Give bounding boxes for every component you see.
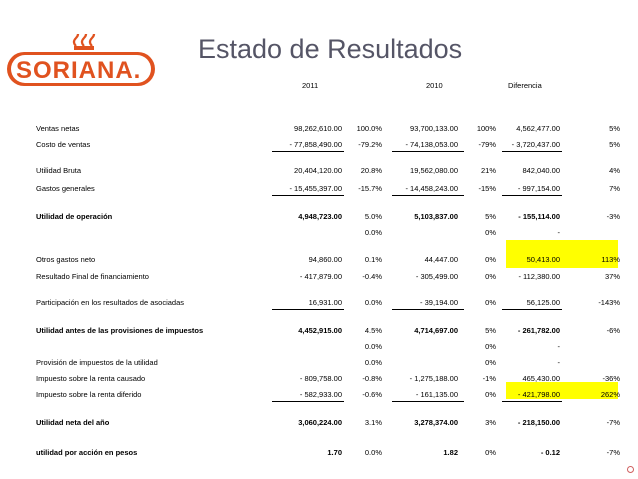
table-row [36, 226, 620, 240]
cell-pd: -36% [602, 374, 620, 383]
cell-pd: 4% [609, 166, 620, 175]
table-row [36, 296, 620, 310]
row-label: Utilidad Bruta [36, 166, 82, 175]
cell-pd: 113% [601, 255, 620, 264]
cell-v2: 4,714,697.00 [414, 326, 458, 335]
cell-p1: -79.2% [358, 140, 382, 149]
cell-p1: 100.0% [356, 124, 382, 133]
table-row [36, 253, 620, 267]
row-label: Otros gastos neto [36, 255, 96, 264]
underline-diff [502, 401, 562, 402]
page-title: Estado de Resultados [198, 34, 463, 64]
table-row [36, 340, 620, 354]
underline-2011 [272, 401, 344, 402]
cell-vd: - [557, 342, 560, 351]
cell-v2: - 161,135.00 [415, 390, 458, 399]
cell-p2: 5% [485, 326, 496, 335]
table-row [36, 210, 620, 224]
table-row [36, 164, 620, 178]
cell-vd: - 261,782.00 [517, 326, 560, 335]
table-row [36, 138, 620, 152]
cell-p1: -0.8% [362, 374, 382, 383]
cell-p2: 5% [485, 212, 496, 221]
slide-indicator [627, 466, 634, 473]
cell-v2: - 39,194.00 [420, 298, 458, 307]
cell-v1: 16,931.00 [308, 298, 342, 307]
underline-2011 [272, 151, 344, 152]
row-label: Provisión de impuestos de la utilidad [36, 358, 158, 367]
table-row [36, 372, 620, 386]
table-row [36, 388, 620, 402]
table-row [36, 324, 620, 338]
cell-pd: 7% [609, 184, 620, 193]
table-row [36, 416, 620, 430]
underline-2010 [392, 401, 464, 402]
cell-vd: - 155,114.00 [518, 212, 560, 221]
cell-p2: 0% [485, 358, 496, 367]
cell-v1: - 417,879.00 [299, 272, 342, 281]
row-label: Utilidad antes de las provisiones de impuestos [36, 326, 204, 335]
underline-diff [502, 151, 562, 152]
cell-vd: - 112,380.00 [518, 272, 560, 281]
cell-p1: 20.8% [360, 166, 382, 175]
cell-vd: - 218,150.00 [517, 418, 560, 427]
column-header-2010: 2010 [426, 81, 443, 90]
cell-p2: -1% [482, 374, 496, 383]
cell-p2: 100% [476, 124, 496, 133]
cell-vd: - 997,154.00 [517, 184, 560, 193]
cell-vd: 50,413.00 [526, 255, 560, 264]
cell-v2: - 1,275,188.00 [409, 374, 458, 383]
cell-p1: 0.0% [364, 228, 382, 237]
cell-p1: 0.0% [364, 342, 382, 351]
table-row [36, 356, 620, 370]
underline-2011 [272, 195, 344, 196]
cell-v1: - 15,455,397.00 [289, 184, 342, 193]
cell-v2: 3,278,374.00 [414, 418, 458, 427]
table-row [36, 182, 620, 196]
cell-p2: 0% [485, 228, 496, 237]
cell-v2: 19,562,080.00 [410, 166, 458, 175]
underline-2010 [392, 309, 464, 310]
cell-vd: - 421,798.00 [517, 390, 560, 399]
cell-v2: - 74,138,053.00 [405, 140, 458, 149]
steam-icon [74, 34, 94, 46]
cell-vd: 4,562,477.00 [516, 124, 560, 133]
cell-vd: 56,125.00 [526, 298, 560, 307]
cell-v2: - 14,458,243.00 [405, 184, 458, 193]
underline-diff [502, 309, 562, 310]
row-label: Utilidad de operación [36, 212, 113, 221]
cell-v1: - 77,858,490.00 [289, 140, 342, 149]
cell-p1: -0.6% [362, 390, 382, 399]
cell-v1: 94,860.00 [308, 255, 342, 264]
cell-p2: 3% [485, 418, 496, 427]
cell-p1: 0.0% [364, 448, 382, 457]
cell-p2: -15% [478, 184, 496, 193]
row-label: Ventas netas [36, 124, 80, 133]
cell-pd: 37% [604, 272, 620, 281]
cell-v1: 20,404,120.00 [294, 166, 342, 175]
cell-p2: 0% [485, 255, 496, 264]
cell-pd: 5% [609, 124, 620, 133]
cell-v1: 1.70 [327, 448, 342, 457]
column-header-diferencia: Diferencia [508, 81, 542, 90]
row-label: Resultado Final de financiamiento [36, 272, 149, 281]
cell-pd: -7% [606, 448, 620, 457]
cell-v1: 4,452,915.00 [298, 326, 342, 335]
cell-vd: - [557, 358, 560, 367]
cell-pd: -7% [606, 418, 620, 427]
underline-2010 [392, 195, 464, 196]
underline-2010 [392, 151, 464, 152]
cell-pd: -3% [606, 212, 620, 221]
cell-pd: 5% [609, 140, 620, 149]
cell-v2: 44,447.00 [424, 255, 458, 264]
cell-v1: 98,262,610.00 [294, 124, 342, 133]
table-row [36, 122, 620, 136]
cell-v1: - 809,758.00 [299, 374, 342, 383]
cell-p1: -15.7% [358, 184, 382, 193]
soriana-logo [6, 34, 164, 90]
cell-pd: -6% [606, 326, 620, 335]
cell-vd: - 3,720,437.00 [511, 140, 560, 149]
cell-vd: 465,430.00 [522, 374, 560, 383]
table-row [36, 270, 620, 284]
brand-text: SORIANA. [16, 57, 142, 84]
cell-pd: 262% [600, 390, 620, 399]
row-label: Participación en los resultados de asociadas [36, 298, 185, 307]
row-label: Costo de ventas [36, 140, 91, 149]
cell-v2: 1.82 [443, 448, 458, 457]
cell-v1: 3,060,224.00 [298, 418, 342, 427]
cell-p1: 4.5% [364, 326, 382, 335]
cell-pd: -143% [598, 298, 620, 307]
cell-p2: 0% [485, 448, 496, 457]
cell-p1: 0.0% [364, 298, 382, 307]
cell-p2: 21% [480, 166, 496, 175]
cell-p2: -79% [478, 140, 496, 149]
row-label: utilidad por acción en pesos [36, 448, 138, 457]
column-header-2011: 2011 [302, 81, 319, 90]
cell-v1: - 582,933.00 [299, 390, 342, 399]
cell-p2: 0% [485, 298, 496, 307]
cell-v2: 93,700,133.00 [410, 124, 458, 133]
cell-p2: 0% [485, 342, 496, 351]
cell-v1: 4,948,723.00 [298, 212, 342, 221]
row-label: Impuesto sobre la renta causado [36, 374, 146, 383]
underline-2011 [272, 309, 344, 310]
cell-vd: - [557, 228, 560, 237]
cell-p2: 0% [485, 390, 496, 399]
cell-p2: 0% [485, 272, 496, 281]
cell-p1: 0.0% [364, 358, 382, 367]
cell-vd: 842,040.00 [522, 166, 560, 175]
cell-p1: 5.0% [364, 212, 382, 221]
cell-p1: 0.1% [364, 255, 382, 264]
cell-v2: 5,103,837.00 [414, 212, 458, 221]
cell-vd: - 0.12 [540, 448, 560, 457]
cell-v2: - 305,499.00 [415, 272, 458, 281]
underline-diff [502, 195, 562, 196]
cell-p1: 3.1% [364, 418, 382, 427]
row-label: Impuesto sobre la renta diferido [36, 390, 142, 399]
row-label: Utilidad neta del año [36, 418, 110, 427]
cell-p1: -0.4% [362, 272, 382, 281]
row-label: Gastos generales [36, 184, 95, 193]
table-row [36, 446, 620, 460]
